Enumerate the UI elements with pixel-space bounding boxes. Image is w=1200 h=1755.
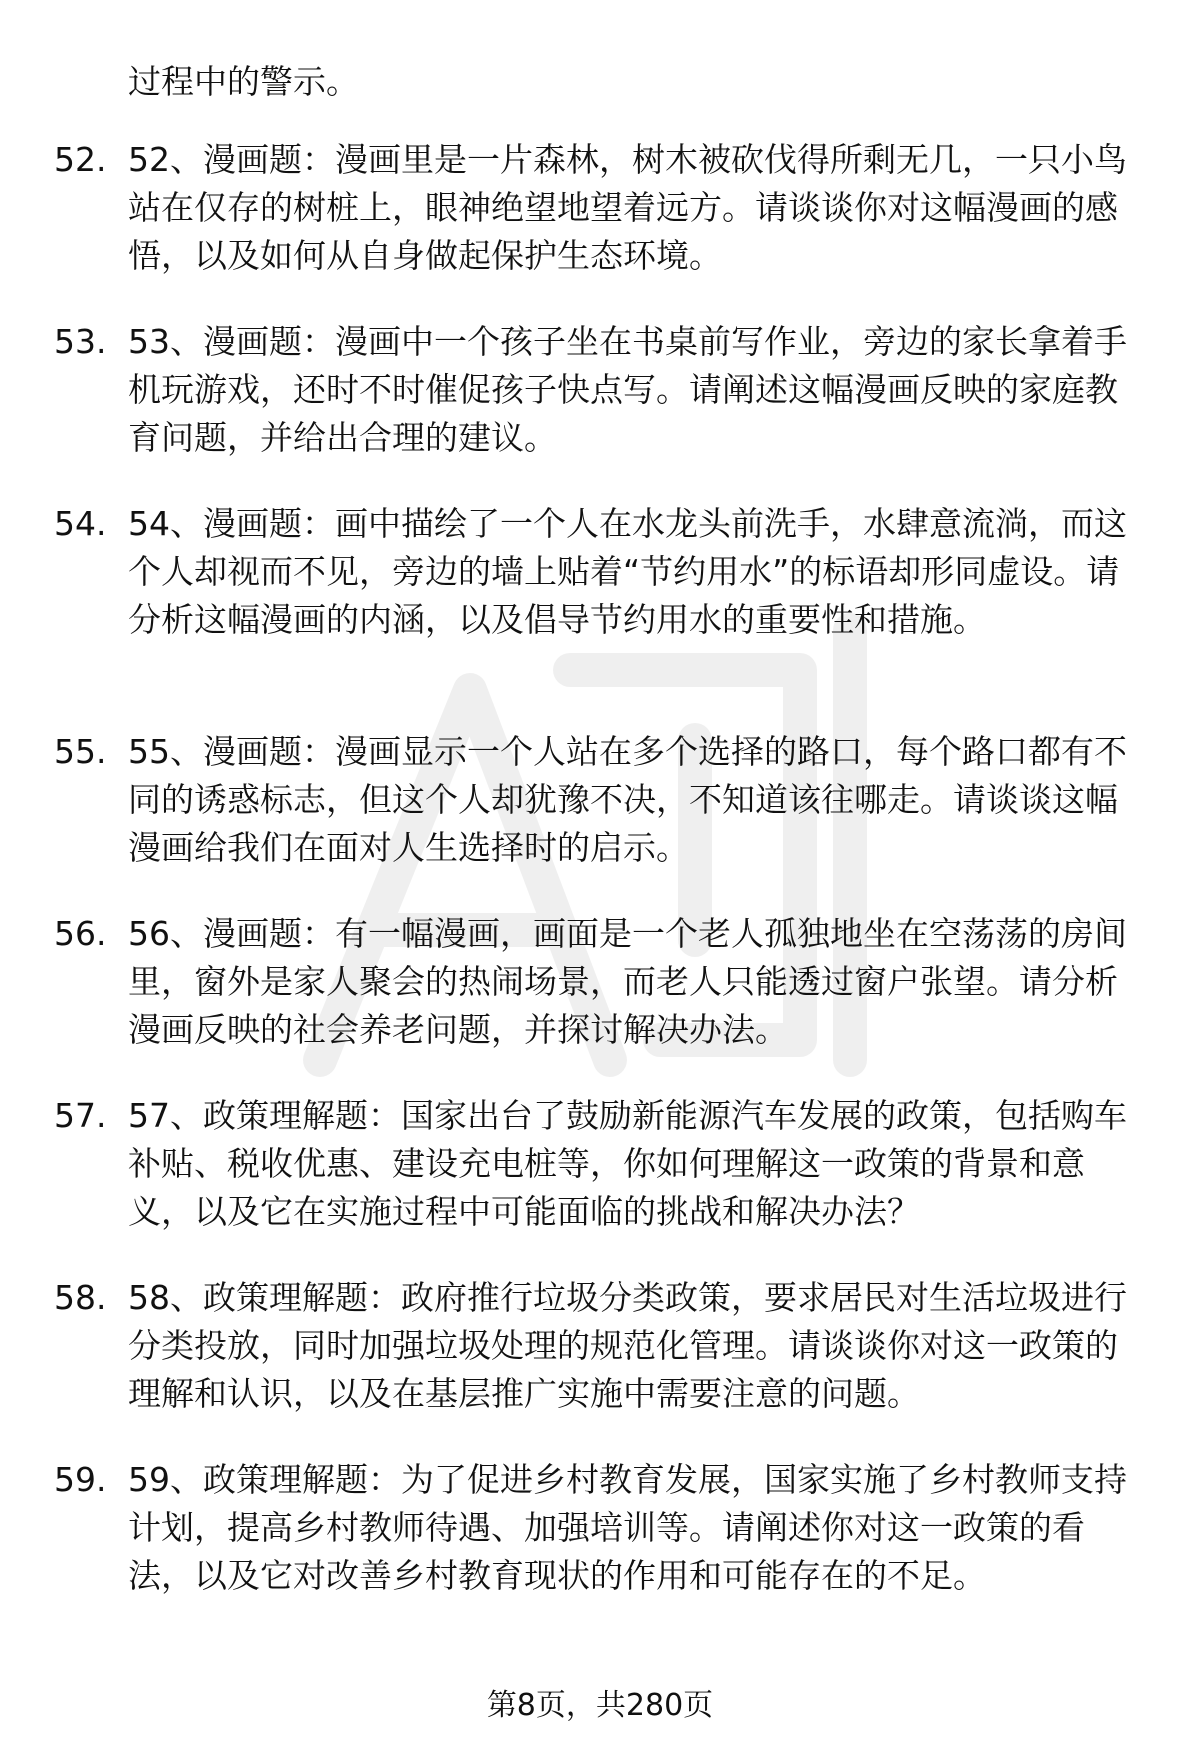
question-number: 54. xyxy=(54,504,107,543)
question-item xyxy=(0,1456,1200,1684)
question-text: 55、漫画题：漫画显示一个人站在多个选择的路口，每个路口都有不同的诱惑标志，但这个人却犹豫不决，不知道该往哪走。请谈谈这幅漫画给我们在面对人生选择时的启示。 xyxy=(128,732,1127,867)
question-number: 53. xyxy=(54,322,107,361)
question-text: 57、政策理解题：国家出台了鼓励新能源汽车发展的政策，包括购车补贴、税收优惠、建设充电桩等，你如何理解这一政策的背景和意义，以及它在实施过程中可能面临的挑战和解决办法？ xyxy=(128,1096,1127,1231)
question-item xyxy=(0,318,1200,500)
question-item xyxy=(0,728,1200,910)
question-item xyxy=(0,136,1200,318)
question-text: 58、政策理解题：政府推行垃圾分类政策，要求居民对生活垃圾进行分类投放，同时加强垃圾处理的规范化管理。请谈谈你对这一政策的理解和认识，以及在基层推广实施中需要注意的问题。 xyxy=(128,1278,1127,1413)
question-item xyxy=(0,500,1200,728)
question-text: 59、政策理解题：为了促进乡村教育发展，国家实施了乡村教师支持计划，提高乡村教师待遇、加强培训等。请阐述你对这一政策的看法，以及它对改善乡村教育现状的作用和可能存在的不足。 xyxy=(128,1460,1127,1595)
question-item xyxy=(0,1092,1200,1274)
question-text: 52、漫画题：漫画里是一片森林，树木被砍伐得所剩无几，一只小鸟站在仅存的树桩上，眼神绝望地望着远方。请谈谈你对这幅漫画的感悟，以及如何从自身做起保护生态环境。 xyxy=(128,140,1127,275)
question-item xyxy=(0,1274,1200,1456)
question-number: 58. xyxy=(54,1278,107,1317)
continuation-text: 过程中的警示。 xyxy=(128,62,359,101)
question-text: 54、漫画题：画中描绘了一个人在水龙头前洗手，水肆意流淌，而这个人却视而不见，旁边的墙上贴着“节约用水”的标语却形同虚设。请分析这幅漫画的内涵，以及倡导节约用水的重要性和措施。 xyxy=(128,504,1127,639)
question-number: 59. xyxy=(54,1460,107,1499)
question-text: 56、漫画题：有一幅漫画，画面是一个老人孤独地坐在空荡荡的房间里，窗外是家人聚会的热闹场景，而老人只能透过窗户张望。请分析漫画反映的社会养老问题，并探讨解决办法。 xyxy=(128,914,1127,1049)
question-item xyxy=(0,910,1200,1092)
question-number: 57. xyxy=(54,1096,107,1135)
question-number: 55. xyxy=(54,732,107,771)
question-number: 52. xyxy=(54,140,107,179)
question-list xyxy=(0,136,1200,1684)
page-footer: 第8页，共280页 xyxy=(486,1688,714,1723)
question-number: 56. xyxy=(54,914,107,953)
question-text: 53、漫画题：漫画中一个孩子坐在书桌前写作业，旁边的家长拿着手机玩游戏，还时不时催促孩子快点写。请阐述这幅漫画反映的家庭教育问题，并给出合理的建议。 xyxy=(128,322,1127,457)
